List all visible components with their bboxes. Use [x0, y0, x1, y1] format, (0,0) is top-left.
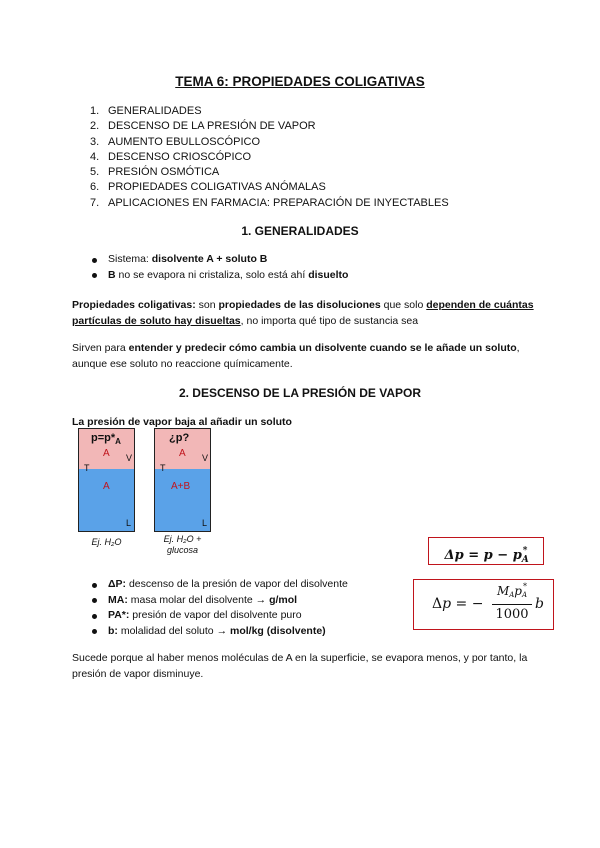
beaker-pure-solvent [78, 428, 135, 532]
l-label: L [202, 518, 208, 528]
beaker-pressure-label: $p=p*_A$ [91, 432, 121, 447]
t-label: T [160, 463, 166, 473]
beaker-solution [154, 428, 211, 532]
beaker1-caption: Ej. H₂O [91, 537, 122, 547]
section1-bullets [90, 252, 348, 283]
list-item: PA*: presión de vapor del disolvente puro [90, 608, 348, 624]
list-item: Sistema: disolvente A + soluto B [90, 252, 348, 268]
formula-molality [413, 579, 554, 630]
definition-paragraph: Propiedades coligativas: son propiedades de las disoluciones que solo dependen de cuántas partículas de soluto hay disueltas, no importa qué tipo de sustancia sea [72, 299, 534, 327]
list-item: ΔP: descenso de la presión de vapor del disolvente [90, 577, 348, 593]
beaker2-caption: Ej. H₂O + glucosa [163, 534, 202, 555]
toc-item: 3. AUMENTO EBULLOSCÓPICO [90, 135, 260, 148]
formula-rhs: b [535, 596, 544, 612]
section2-subheading: La presión de vapor baja al añadir un soluto [72, 416, 292, 428]
table-of-contents [90, 104, 449, 211]
section1-heading: 1. GENERALIDADES [241, 224, 359, 238]
purpose-paragraph: Sirven para entender y predecir cómo cambia un disolvente cuando se le añade un soluto, aunque ese soluto no reaccione químicamente. [72, 342, 520, 370]
list-item: MA: masa molar del disolvente → g/mol [90, 593, 348, 609]
toc-item: 5. PRESIÓN OSMÓTICA [90, 166, 220, 179]
vapor-label: A [103, 448, 110, 459]
vapor-label: A [179, 448, 186, 459]
section2-heading: 2. DESCENSO DE LA PRESIÓN DE VAPOR [178, 386, 422, 400]
page-title: TEMA 6: PROPIEDADES COLIGATIVAS [175, 74, 425, 89]
t-label: T [84, 463, 90, 473]
beaker-pressure-label: ¿p? [169, 432, 190, 444]
formula-numerator: MApA* [496, 582, 528, 599]
v-label: V [126, 453, 133, 463]
toc-item: 2. DESCENSO DE LA PRESIÓN DE VAPOR [90, 120, 316, 133]
variable-definitions [90, 577, 348, 639]
explanation-paragraph: Sucede porque al haber menos moléculas de A en la superficie, se evapora menos, y por tanto, la presión de vapor disminuye. [72, 652, 528, 680]
toc-item: 1. GENERALIDADES [90, 105, 202, 117]
formula-lhs: Δp = − [432, 596, 484, 612]
formula-denominator: 1000 [495, 607, 529, 622]
v-label: V [202, 453, 209, 463]
toc-item: 6. PROPIEDADES COLIGATIVAS ANÓMALAS [90, 181, 326, 194]
liquid-label: A [103, 481, 110, 492]
toc-item: 4. DESCENSO CRIOSCÓPICO [90, 150, 252, 163]
l-label: L [126, 518, 132, 528]
liquid-label: A+B [171, 481, 191, 492]
list-item: b: molalidad del soluto → mol/kg (disolvente) [90, 624, 348, 640]
formula-pressure-drop: $\Delta p = p - p_A^*$ [428, 537, 544, 565]
list-item: B no se evapora ni cristaliza, solo está ahí disuelto [90, 268, 348, 284]
fraction-bar [492, 604, 532, 605]
toc-item: 7. APLICACIONES EN FARMACIA: PREPARACIÓN DE INYECTABLES [90, 196, 449, 209]
